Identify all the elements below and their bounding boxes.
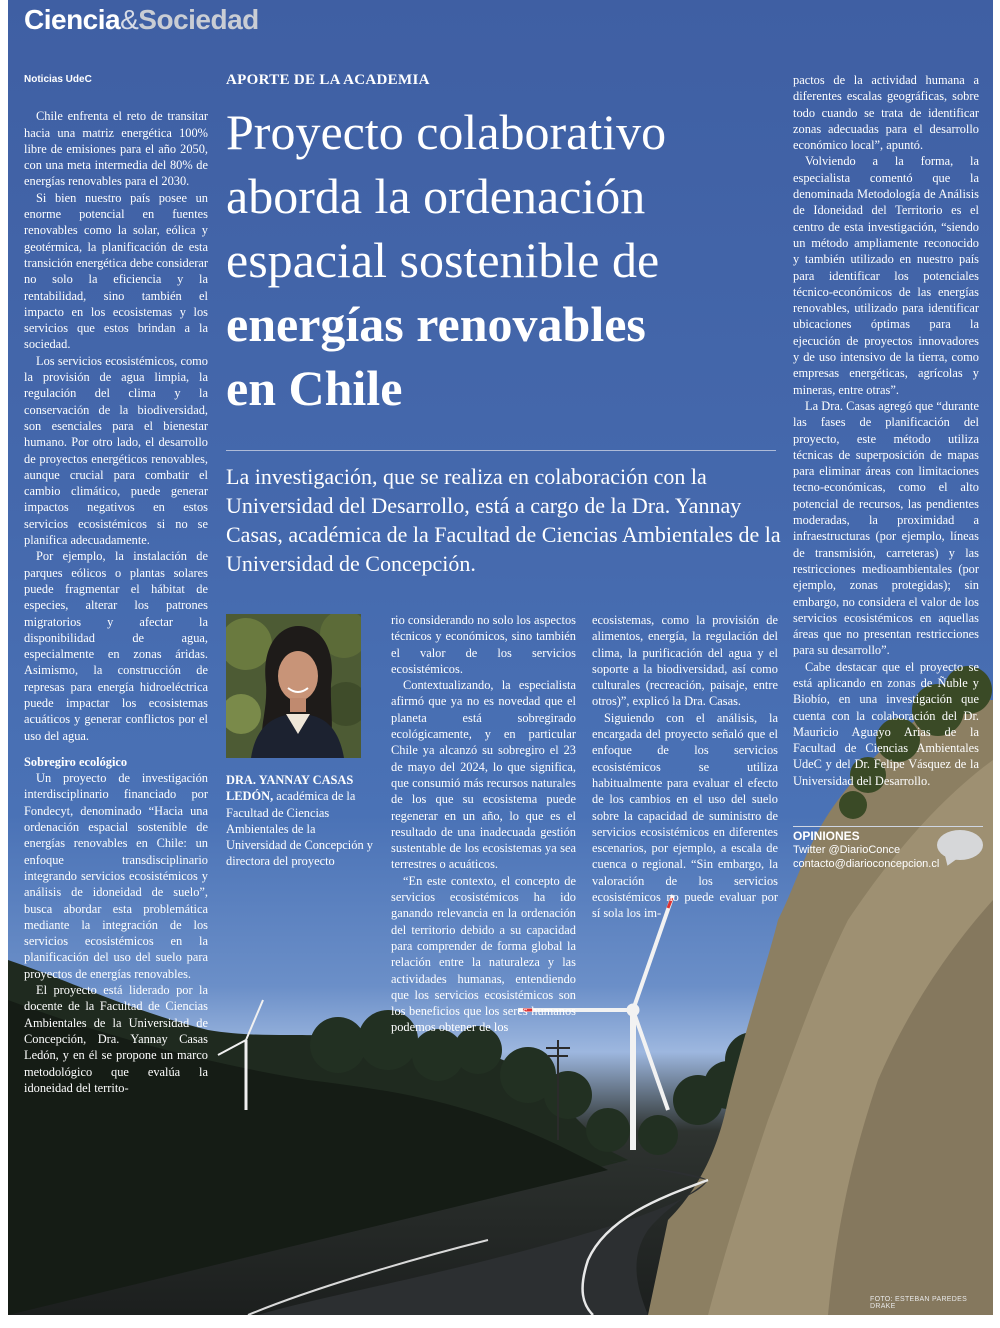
paragraph: Por ejemplo, la instalación de parques eólicos o plantas solares puede fragmentar el hábitat de especies, alterar los patrones migratorios y afectar la disponibilidad de agua, especialmente en zonas áridas. Asimismo, la construcción de represas para energía hidroeléctrica puede impactar los ecosistemas acuáticos y generar conflictos por el uso del agua. bbox=[24, 549, 208, 743]
newspaper-page bbox=[8, 0, 993, 1315]
paragraph: Los servicios ecosistémicos, como la provisión de agua limpia, la regulación del clima y la conservación de la biodiversidad, son esenciales para el bienestar humano. Por otro lado, el desarrollo de proyectos energéticos renovables, aunque crucial para combatir el cambio climático, puede generar impactos negativos en estos servicios ecosistémicos si no se planifica adecuadamente. bbox=[24, 353, 208, 548]
paragraph: Si bien nuestro país posee un enorme potencial en fuentes renovables como la solar, eólica y geotérmica, la planificación de esta transición energética debe considerar no solo la eficiencia y la rentabilidad, sino también el impacto en los ecosistemas y los servicios que estos brindan a la sociedad. bbox=[24, 190, 208, 352]
photo-credit: FOTO: ESTEBAN PAREDES DRAKE bbox=[870, 1296, 968, 1310]
divider bbox=[226, 450, 776, 451]
caption-name: DRA. YANNAY CASAS LEDÓN, bbox=[226, 773, 354, 804]
article-column-5 bbox=[793, 72, 979, 789]
paragraph: El proyecto está liderado por la docente de la Facultad de Ciencias Ambientales de la Universidad de Concepción, Dra. Yannay Casas Ledón, y en él se propone un marco metodológico que evalúa la idoneidad del territo- bbox=[24, 983, 208, 1095]
headline-line: Proyecto colaborativo bbox=[226, 104, 667, 160]
masthead-part2: Sociedad bbox=[138, 4, 259, 35]
headline-line: energías renovables bbox=[226, 296, 646, 352]
lede: La investigación, que se realiza en colaboración con la Universidad del Desarrollo, está a cargo de la Dra. Yannay Casas, académica de la Facultad de Ciencias Ambientales de la Universidad de Concepción. bbox=[226, 464, 781, 576]
paragraph: Siguiendo con el análisis, la encargada del proyecto señaló que el enfoque de los servicios ecosistémicos se utiliza habitualmente para evaluar el efecto de los cambios en el uso del suelo sobre la capacidad de suministro de servicios ecosistémicos en diferentes escenarios, por ejemplo, a escala de cuenca o regional. “Sin embargo, la valoración de los servicios ecosistémicos no puede evaluar por sí sola los im- bbox=[592, 710, 778, 921]
paragraph: Cabe destacar que el proyecto se está aplicando en zonas de Ñuble y Biobío, en una investigación que cuenta con la colaboración del Dr. Mauricio Aguayo Arias de la Facultad de Ciencias Ambientales UdeC y del Dr. Felipe Vásquez de la Universidad del Desarrollo. bbox=[793, 659, 979, 788]
headline-line: espacial sostenible de bbox=[226, 232, 660, 288]
paragraph: Chile enfrenta el reto de transitar hacia una matriz energética 100% libre de emisiones para el año 2050, con una meta intermedia del 80% de energías renovables para el 2030. bbox=[24, 109, 208, 189]
subheading: Sobregiro ecológico bbox=[24, 754, 128, 769]
headline bbox=[226, 100, 786, 420]
section-label: Noticias UdeC bbox=[24, 74, 92, 85]
kicker: APORTE DE LA ACADEMIA bbox=[226, 72, 430, 88]
paragraph: “En este contexto, el concepto de servicios ecosistémicos ha ido ganando relevancia en la ordenación del territorio debido a su capacidad para comprender de forma global la relación entre la naturaleza y las actividades humanas, entendiendo que los servicios ecosistémicos son los beneficios que los seres humanos podemos obtener de los bbox=[391, 873, 576, 1035]
opiniones-box bbox=[793, 826, 983, 871]
paragraph: rio considerando no solo los aspectos técnicos y económicos, sino también el valor de los servicios ecosistémicos. bbox=[391, 613, 576, 676]
portrait-photo bbox=[226, 614, 361, 758]
paragraph: La Dra. Casas agregó que “durante las fases de planificación del proyecto, este método utiliza técnicas de superposición de mapas para eliminar áreas con limitaciones tecno-económicas, como el alto potencial de recursos, las pendientes moderadas, la proximidad a infraestructuras (por ejemplo, líneas de transmisión, carreteras) y las restricciones medioambientales (por ejemplo, zonas protegidas); sin embargo, no considera el valor de los servicios ecosistémicos en aquellas áreas que no presentan restricciones para su desarrollo”. bbox=[793, 398, 979, 658]
masthead-ampersand: & bbox=[120, 4, 139, 35]
twitter-handle[interactable]: Twitter @DiarioConce bbox=[793, 844, 901, 856]
paragraph: Contextualizando, la especialista afirmó que ya no es novedad que el planeta está sobregirado ecológicamente, y en particular Chile ya alcanzó su sobregiro el 23 de mayo del 2024, lo que significa, que consumió más recursos naturales de los que su ecosistema puede regenerar en un año, lo que es el resultado de una inadecuada gestión sustentable de los ecosistemas ya sea terrestres o acuáticos. bbox=[391, 678, 576, 872]
speech-bubble-icon bbox=[937, 830, 983, 860]
contact-email[interactable]: contacto@diarioconcepcion.cl bbox=[793, 858, 940, 870]
masthead-part1: Ciencia bbox=[24, 4, 121, 35]
caption-text: académica de la Facultad de Ciencias Ambientales de la Universidad de Concepción y directora del proyecto bbox=[226, 789, 373, 869]
paragraph: Un proyecto de investigación interdisciplinario financiado por Fondecyt, denominado “Hacia una ordenación espacial sostenible de energías renovables en Chile: un enfoque transdisciplinario integrando servicios ecosistémicos y análisis de idoneidad de suelo”, busca abordar esta problemática mediante la integración de los servicios ecosistémicos en la planificación del uso del suelo para proyectos de energías renovables. bbox=[24, 771, 208, 981]
headline-line: aborda la ordenación bbox=[226, 168, 646, 224]
article-column-3 bbox=[391, 612, 576, 1036]
opiniones-title: OPINIONES bbox=[793, 826, 983, 843]
paragraph: pactos de la actividad humana a diferentes escalas geográficas, sobre todo cuando se trata de identificar zonas adecuadas para el desarrollo económico local”, apuntó. bbox=[793, 73, 979, 153]
article-column-1 bbox=[24, 72, 208, 1096]
section-masthead bbox=[24, 4, 259, 36]
paragraph: Volviendo a la forma, la especialista comentó que la denominada Metodología de Análisis de Idoneidad del Territorio es el centro de esta investigación, “siendo un método ampliamente reconocido y también utilizado en nuestro país para identificar los potenciales técnico-económicos de las energías renovables, utilizado para identificar ubicaciones óptimas para la ejecución de proyectos innovadores y de uso intensivo de la tierra, como empresas energéticas, agrícolas y mineras, entre otras”. bbox=[793, 154, 979, 397]
photo-caption bbox=[226, 772, 376, 870]
paragraph: ecosistemas, como la provisión de alimentos, energía, la regulación del clima, la purificación del agua y el soporte a la biodiversidad, así como culturales (recreación, paisaje, entre otros)”, explicó la Dra. Casas. bbox=[592, 613, 778, 709]
article-column-4 bbox=[592, 612, 778, 922]
headline-line: en Chile bbox=[226, 360, 403, 416]
